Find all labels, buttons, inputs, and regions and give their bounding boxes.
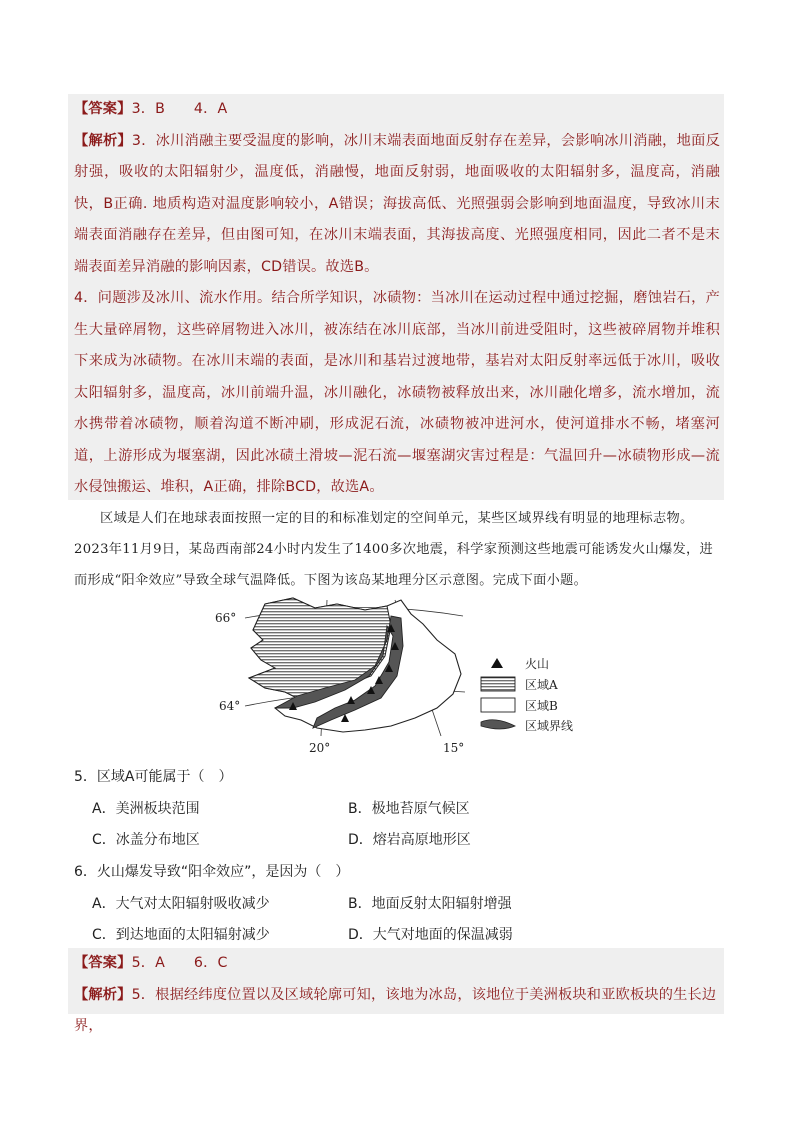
- legend-region-a-label: 区域A: [525, 678, 558, 692]
- legend-boundary-label: 区域界线: [525, 719, 574, 733]
- answer-analysis-block-1: [68, 94, 724, 500]
- lat-label-64: 64°: [219, 699, 241, 713]
- q5-option-a[interactable]: A．美洲板块范围: [92, 801, 200, 817]
- legend-region-b-swatch: [481, 698, 515, 712]
- legend-boundary-swatch: [481, 720, 515, 729]
- q6-option-c[interactable]: C．到达地面的太阳辐射减少: [92, 927, 270, 943]
- analysis-tag-2: 【解析】: [74, 986, 132, 1003]
- q6-option-a[interactable]: A．大气对太阳辐射吸收减少: [92, 896, 270, 912]
- lon-label-20: 20°: [309, 741, 331, 755]
- analysis-para-3: [68, 126, 724, 284]
- lat-label-66: 66°: [215, 611, 237, 625]
- map-figure: [205, 596, 595, 760]
- q6-option-d[interactable]: D．大气对地面的保温减弱: [348, 927, 513, 943]
- lon-label-15: 15°: [443, 741, 465, 755]
- island-map: [205, 596, 595, 756]
- q5-option-c[interactable]: C．冰盖分布地区: [92, 832, 200, 848]
- analysis-para-4: 4．问题涉及冰川、流水作用。结合所学知识，冰碛物：当冰川在运动过程中通过挖掘，磨蚀岩石，产生大量碎屑物，这些碎屑物进入冰川，被冻结在冰川底部，当冰川前进受阻时，这些被碎屑物并堆积下来成为冰碛物。在冰川末端的表面，是冰川和基岩过渡地带，基岩对太阳反射率远低于冰川，吸收太阳辐射多，温度高，冰川前端升温，冰川融化，冰碛物被释放出来，冰川融化增多，流水增加，流水携带着冰碛物，顺着沟道不断冲刷，形成泥石流，冰碛物被冲进河水，使河道排水不畅，堵塞河道，上游形成为堰塞湖，因此冰碛土滑坡—泥石流—堰塞湖灾害过程是：气温回升—冰碛物形成—流水侵蚀搬运、堆积，A正确，排除BCD，故选A。: [74, 290, 720, 495]
- question-stem: [74, 503, 726, 596]
- question-6-stem: 6．火山爆发导致“阳伞效应”，是因为（ ）: [74, 864, 350, 880]
- legend-region-b-label: 区域B: [525, 699, 558, 713]
- answer-text: 3．B 4．A: [131, 101, 228, 117]
- q5-option-b[interactable]: B．极地苔原气候区: [348, 801, 470, 817]
- answer-tag-2: 【答案】: [74, 955, 132, 971]
- legend-region-a-swatch: [481, 677, 515, 691]
- legend-volcano-label: 火山: [525, 657, 550, 671]
- answer-line-1: [68, 94, 724, 126]
- answer-line-2: [68, 948, 724, 980]
- analysis-tag: 【解析】: [74, 132, 132, 149]
- question-5-stem: 5．区域A可能属于（ ）: [74, 769, 233, 785]
- answer-text-2: 5．A 6．C: [131, 955, 228, 971]
- q5-option-d[interactable]: D．熔岩高原地形区: [348, 832, 471, 848]
- analysis-line-5: [68, 980, 724, 1043]
- answer-tag: 【答案】: [74, 101, 132, 117]
- legend-volcano-icon: [491, 658, 503, 668]
- answer-analysis-block-2: [68, 948, 724, 1034]
- analysis-text-3: 3．冰川消融主要受温度的影响，冰川末端表面地面反射存在差异，会影响冰川消融，地面反射强，吸收的太阳辐射少，温度低，消融慢，地面反射弱，地面吸收的太阳辐射多，温度高，消融快，B正确. 地质构造对温度影响较小，A错误；海拔高低、光照强弱会影响到地面温度，导致冰川末端表面消融存在差异，但由图可知，在冰川末端表面，其海拔高度、光照强度相同，因此二者不是末端表面差异消融的影响因素，CD错误。故选B。: [74, 132, 720, 275]
- q6-option-b[interactable]: B．地面反射太阳辐射增强: [348, 896, 512, 912]
- question-stem-text: 区域是人们在地球表面按照一定的目的和标准划定的空间单元，某些区域界线有明显的地理标志物。2023年11月9日，某岛西南部24小时内发生了1400多次地震，科学家预测这些地震可能诱发火山爆发，进而形成“阳伞效应”导致全球气温降低。下图为该岛某地理分区示意图。完成下面小题。: [74, 511, 713, 588]
- analysis-text-5: 5．根据经纬度位置以及区域轮廓可知，该地为冰岛，该地位于美洲板块和亚欧板块的生长边界，: [74, 986, 717, 1034]
